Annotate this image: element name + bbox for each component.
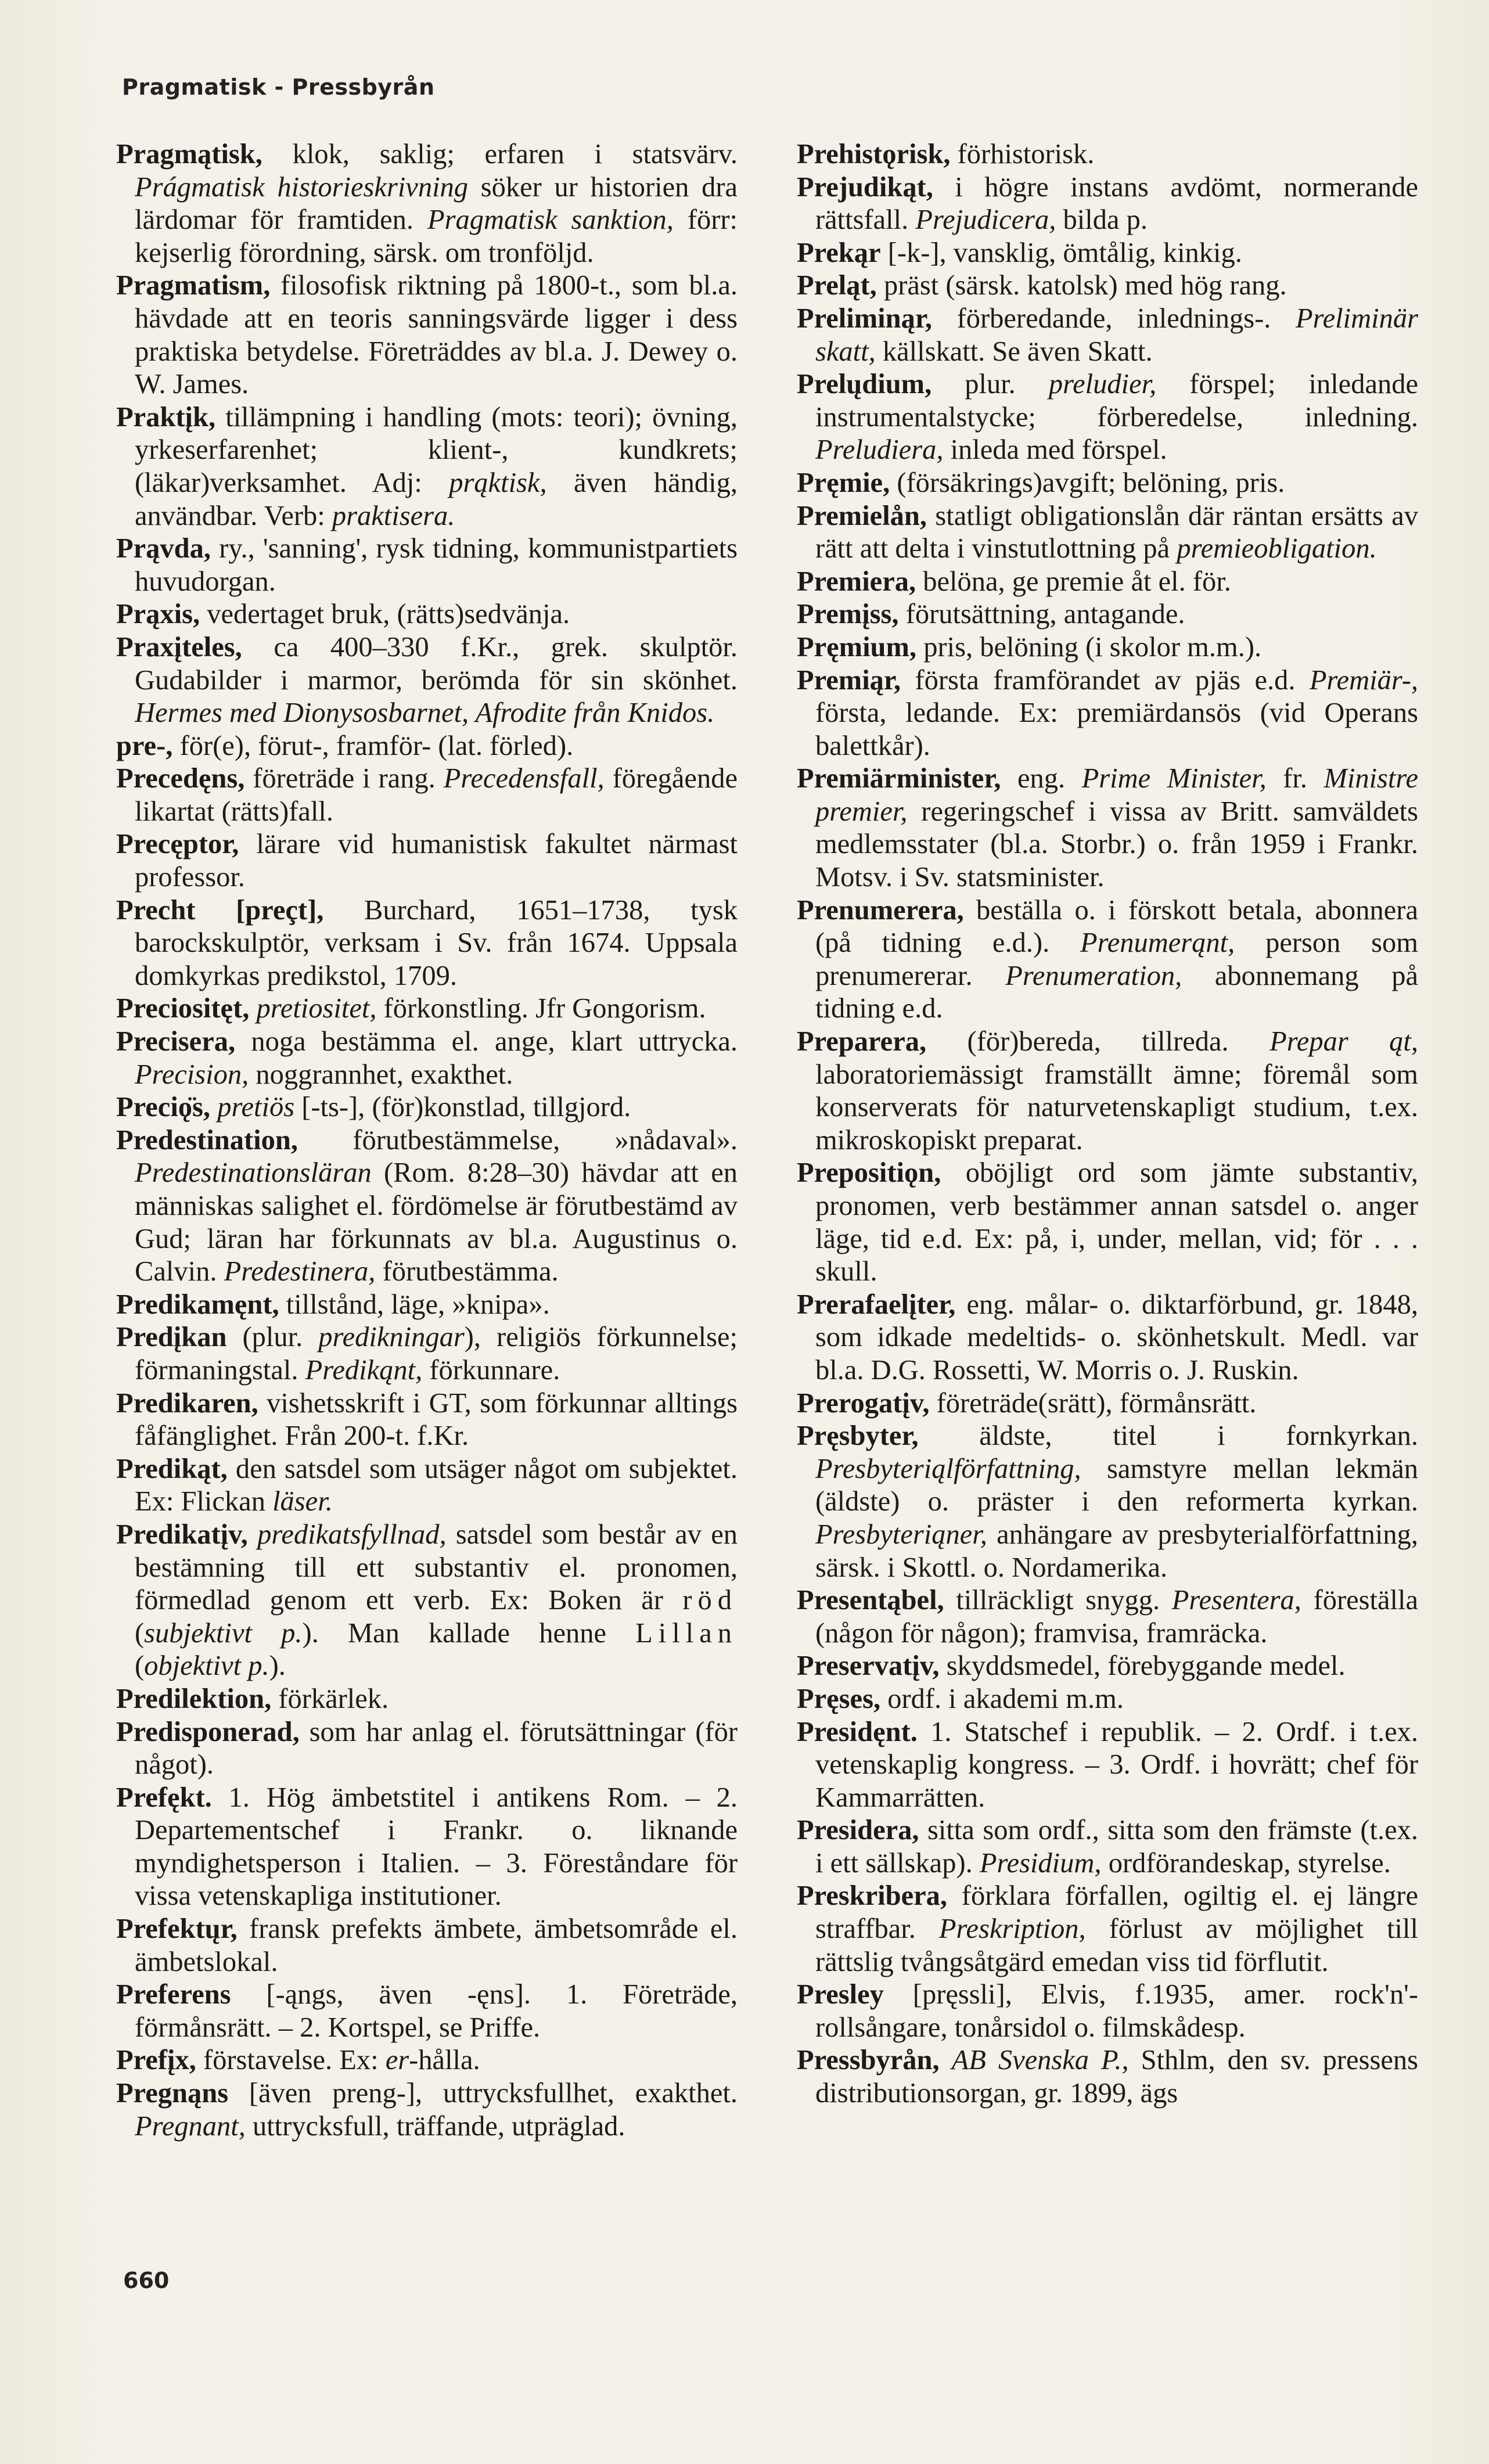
entry-text: ordf. i akademi m.m.: [880, 1683, 1124, 1714]
entry-text: [210, 1092, 217, 1123]
headword: Prepositiǫn,: [797, 1157, 941, 1189]
dictionary-entry: [116, 1124, 738, 1289]
entry-text: förhistorisk.: [950, 139, 1095, 170]
running-head: Pragmatisk - Pressbyrån: [122, 74, 435, 100]
headword: Praktįk,: [116, 401, 216, 433]
entry-italic: objektivt p.: [144, 1650, 269, 1682]
entry-text: lärare vid humanistisk fakultet närmast professor.: [135, 829, 738, 893]
entry-italic: Predikąnt,: [305, 1354, 423, 1386]
headword: Prerafaelįter,: [797, 1289, 956, 1320]
entry-text: skyddsmedel, förebyggande medel.: [939, 1650, 1346, 1682]
headword: Precedęns,: [116, 763, 245, 794]
headword: Pręmium,: [797, 631, 917, 663]
entry-text: [även preng-], uttrycksfullhet, exakthet.: [228, 2078, 738, 2109]
entry-italic: Preliminär skatt,: [815, 303, 1418, 367]
dictionary-entry: [116, 1979, 738, 2044]
dictionary-entry: [116, 1091, 738, 1124]
entry-italic: preludier,: [1048, 369, 1157, 400]
entry-text: satsdel som består av en bestämning till ett substantiv el. pronomen, förmedlad genom ett verb. Ex: Boken är: [135, 1519, 738, 1616]
dictionary-entry: [797, 467, 1418, 500]
entry-text: eng.: [1001, 763, 1082, 794]
entry-italic: Prime Minister,: [1081, 763, 1267, 794]
dictionary-entry: [797, 631, 1418, 664]
headword: Prąvda,: [116, 533, 211, 564]
dictionary-entry: [116, 2077, 738, 2143]
headword: Preliminąr,: [797, 303, 933, 334]
dictionary-entry: [797, 894, 1418, 1026]
entry-text: (försäkrings)avgift; belöning, pris.: [890, 467, 1285, 498]
dictionary-entry: [797, 500, 1418, 566]
dictionary-entry: [116, 762, 738, 828]
dictionary-entry: [116, 1321, 738, 1387]
entry-text: tillämpning i handling (mots: teori); övning, yrkeserfarenhet; klient-, kundkrets; (läkar)verksamhet. Adj:: [135, 401, 738, 498]
entry-italic: predikatsfyllnad,: [257, 1519, 447, 1550]
entry-italic: Prenumeration,: [1005, 960, 1182, 991]
entry-text: [pręssli], Elvis, f.1935, amer. rock'n'-rollsångare, tonårsidol o. filmskådesp.: [815, 1979, 1418, 2043]
headword: pre-,: [116, 730, 173, 761]
entry-text: fransk prefekts ämbete, ämbetsområde el. ämbetslokal.: [135, 1913, 738, 1977]
entry-text: [249, 993, 256, 1024]
headword: Preciositęt,: [116, 993, 250, 1024]
dictionary-entry: [797, 664, 1418, 763]
entry-text: källskatt. Se även Skatt.: [875, 336, 1153, 367]
headword: Predįkan: [116, 1322, 227, 1353]
entry-text: tillstånd, läge, »knipa».: [279, 1289, 550, 1320]
entry-italic: pretiös: [217, 1092, 295, 1123]
entry-text: första framförandet av pjäs e.d.: [901, 664, 1310, 696]
entry-text: (plur.: [226, 1322, 319, 1353]
entry-italic: Predestinera,: [224, 1256, 376, 1287]
entry-text: beställa o. i förskott betala, abonnera (på tidning e.d.).: [815, 894, 1418, 959]
entry-text: ordförandeskap, styrelse.: [1101, 1847, 1391, 1879]
entry-text: (Rom. 8:28–30) hävdar att en människas salighet el. fördömelse är förutbestämd av Gud; läran har förkunnats av bl.a. Augustinus o. Calvin.: [135, 1157, 738, 1287]
entry-text: förlust av möjlighet till rättslig tvångsåtgärd emedan viss tid förflutit.: [815, 1913, 1418, 1977]
entry-text: inleda med förspel.: [943, 434, 1167, 466]
entry-text: som har anlag el. förutsättningar (för något).: [135, 1716, 738, 1780]
dictionary-entry: [116, 828, 738, 894]
dictionary-entry: [797, 1880, 1418, 1979]
dictionary-entry: [797, 1650, 1418, 1683]
headword: Preciǫ̈s,: [116, 1092, 211, 1123]
headword: Predisponerad,: [116, 1716, 300, 1747]
entry-spaced: röd: [682, 1585, 738, 1616]
dictionary-entry: [797, 269, 1418, 303]
entry-text: förberedande, inlednings-.: [932, 303, 1296, 334]
entry-text: vedertaget bruk, (rätts)sedvänja.: [200, 599, 570, 630]
headword: Preferens: [116, 1979, 231, 2010]
headword: Preskribera,: [797, 1880, 948, 1912]
headword: Preląt,: [797, 270, 877, 301]
entry-text: förutbestämmelse, »nådaval».: [298, 1124, 738, 1156]
entry-text: söker ur historien dra lärdomar för framtiden.: [135, 171, 738, 236]
headword: Prejudikąt,: [797, 171, 933, 203]
dictionary-entry: [116, 992, 738, 1026]
headword: Premįss,: [797, 599, 899, 630]
entry-italic: Pregnant,: [135, 2110, 246, 2142]
dictionary-entry: [797, 303, 1418, 368]
headword: Predikamęnt,: [116, 1289, 279, 1320]
entry-italic: Preludiera,: [815, 434, 944, 466]
entry-text: förutbestämma.: [375, 1256, 559, 1287]
dictionary-entry: [797, 1026, 1418, 1157]
headword: Predikatįv,: [116, 1519, 248, 1550]
entry-text: abonnemang på tidning e.d.: [815, 960, 1418, 1024]
entry-text: [195, 895, 236, 926]
entry-italic: Presidium,: [979, 1847, 1102, 1879]
entry-text: företräde(srätt), förmånsrätt.: [929, 1387, 1257, 1419]
entry-text: [248, 1519, 257, 1550]
dictionary-entry: [797, 1420, 1418, 1584]
headword: Premielån,: [797, 500, 927, 531]
headword: Premiärminister,: [797, 763, 1001, 794]
dictionary-entry: [116, 1026, 738, 1091]
dictionary-entry: [116, 1716, 738, 1782]
entry-text: fr.: [1266, 763, 1324, 794]
entry-text: präst (särsk. katolsk) med hög rang.: [876, 270, 1287, 301]
entry-text: den satsdel som utsäger något om subjektet. Ex: Flickan: [135, 1453, 738, 1517]
entry-text: för(e), förut-, framför- (lat. förled).: [172, 730, 574, 761]
headword: Prefękt.: [116, 1782, 212, 1813]
headword: Pręses,: [797, 1683, 881, 1714]
dictionary-entry: [116, 1387, 738, 1453]
entry-text: [-k-], vansklig, ömtålig, kinkig.: [880, 237, 1242, 268]
dictionary-entry: [116, 1453, 738, 1519]
entry-text: samstyre mellan lekmän (äldste) o. präster i den reformerta kyrkan.: [815, 1453, 1418, 1517]
dictionary-entry: [797, 138, 1418, 171]
headword: Prehistǫrisk,: [797, 139, 951, 170]
entry-text: föregående likartat (rätts)fall.: [135, 763, 738, 827]
headword: Pręmie,: [797, 467, 890, 498]
headword: Precht: [116, 894, 196, 926]
entry-text: äldste, titel i fornkyrkan.: [918, 1420, 1418, 1452]
entry-text: filosofisk riktning på 1800-t., som bl.a. hävdade att en teoris sanningsvärde ligger i dess praktiska betydelse. Företräddes av bl.a. J. Dewey o. W. James.: [135, 270, 738, 400]
dictionary-entry: [116, 533, 738, 598]
entry-italic: Prepar ąt,: [1269, 1026, 1418, 1057]
entry-italic: Pragmatisk sanktion,: [427, 204, 674, 236]
dictionary-entry: [797, 1157, 1418, 1288]
entry-text: ca 400–330 f.Kr., grek. skulptör. Gudabilder i marmor, berömda för sin skönhet.: [135, 631, 738, 696]
headword: Prerogatįv,: [797, 1387, 930, 1419]
entry-italic: Presbyteriąner,: [815, 1519, 987, 1550]
dictionary-entry: [116, 401, 738, 533]
entry-text: oböjligt ord som jämte substantiv, pronomen, verb bestämmer annan satsdel o. anger läge, tid e.d. Ex: på, i, under, mellan, vid; för . . . skull.: [815, 1157, 1418, 1287]
entry-text: i högre instans avdömt, normerande rättsfall.: [815, 171, 1418, 236]
dictionary-entry: [116, 1519, 738, 1683]
headword: Predikaren,: [116, 1387, 258, 1419]
entry-text: tillräckligt snygg.: [944, 1585, 1172, 1616]
dictionary-entry: [797, 171, 1418, 237]
entry-text: förkunnare.: [422, 1354, 560, 1386]
entry-text: ry., 'sanning', rysk tidning, kommunistpartiets huvudorgan.: [135, 533, 738, 597]
headword: Pragmatism,: [116, 270, 271, 301]
dictionary-entry: [116, 1913, 738, 1979]
entry-text: [-ts-], (för)konstlad, tillgjord.: [294, 1092, 631, 1123]
entry-italic: Preskription,: [938, 1913, 1086, 1945]
entry-italic: Presentera,: [1171, 1585, 1301, 1616]
entry-italic: AB Svenska P.,: [951, 2045, 1129, 2076]
entry-italic: Precision,: [135, 1059, 249, 1090]
entry-text: sitta som ordf., sitta som den främste (t.ex. i ett sällskap).: [815, 1815, 1418, 1879]
entry-text: förkonstling. Jfr Gongorism.: [376, 993, 706, 1024]
entry-text: [940, 2045, 952, 2075]
left-column: [116, 138, 738, 2143]
entry-text: ), religiös förkunnelse; förmaningstal.: [135, 1322, 738, 1386]
entry-text: förkärlek.: [271, 1683, 389, 1714]
entry-text: (: [135, 1617, 145, 1649]
headword: Pressbyrån,: [797, 2045, 940, 2076]
dictionary-entry: [116, 730, 738, 763]
entry-text: laboratoriemässigt framställt ämne; föremål som konserverats för naturvetenskapligt studium, t.ex. mikroskopiskt preparat.: [815, 1059, 1418, 1156]
dictionary-entry: [797, 237, 1418, 270]
headword: Presentąbel,: [797, 1585, 944, 1616]
headword: Precęptor,: [116, 829, 239, 860]
entry-text: eng. målar- o. diktarförbund, gr. 1848, som idkade medeltids- o. skönhetskult. Medl. var bl.a. D.G. Rossetti, W. Morris o. J. Ruskin.: [815, 1289, 1418, 1386]
entry-italic: Prágmatisk historieskrivning: [135, 171, 469, 203]
headword: Preparera,: [797, 1026, 927, 1057]
dictionary-entry: [116, 269, 738, 401]
dictionary-entry: [797, 1979, 1418, 2044]
headword: Praxįteles,: [116, 631, 242, 663]
entry-text: [-ąngs, även -ęns]. 1. Företräde, förmånsrätt. – 2. Kortspel, se Priffe.: [135, 1979, 738, 2043]
entry-italic: subjektivt p.: [144, 1617, 303, 1649]
entry-text: noga bestämma el. ange, klart uttrycka.: [235, 1026, 738, 1057]
entry-text: (för)bereda, tillreda.: [926, 1026, 1270, 1057]
headword: Predilektion,: [116, 1683, 272, 1714]
headword: Presidęnt.: [797, 1716, 918, 1747]
dictionary-entry: [797, 598, 1418, 631]
entry-text: förstavelse. Ex:: [196, 2045, 386, 2076]
entry-italic: Presbyteriąlförfattning,: [815, 1453, 1081, 1484]
entry-text: vishetsskrift i GT, som förkunnar alltings fåfänglighet. Från 200-t. f.Kr.: [135, 1387, 738, 1452]
entry-italic: pretiositet,: [256, 993, 377, 1024]
headword: Prąxis,: [116, 599, 200, 630]
entry-text: belöna, ge premie åt el. för.: [916, 566, 1231, 597]
dictionary-entry: [797, 2044, 1418, 2110]
headword: Precisera,: [116, 1026, 236, 1057]
dictionary-entry: [116, 1289, 738, 1322]
headword: Prefįx,: [116, 2045, 196, 2076]
entry-text: 1. Hög ämbetstitel i antikens Rom. – 2. Departementschef i Frankr. o. liknande myndighetsperson i Italien. – 3. Föreståndare för vissa vetenskapliga institutioner.: [135, 1782, 738, 1912]
headword: Prekąr: [797, 237, 881, 268]
dictionary-entry: [797, 1814, 1418, 1880]
entry-italic: läser.: [272, 1486, 333, 1517]
entry-text: ).: [269, 1650, 286, 1682]
entry-bold: [preçt],: [236, 894, 324, 926]
dictionary-entry: [116, 598, 738, 631]
entry-italic: premieobligation.: [1177, 533, 1377, 564]
entry-text: (: [135, 1650, 145, 1682]
entry-italic: er: [385, 2045, 409, 2076]
headword: Preservatįv,: [797, 1650, 940, 1682]
dictionary-entry: [797, 1683, 1418, 1716]
entry-italic: Predestinationsläran: [135, 1157, 372, 1189]
headword: Pręsbyter,: [797, 1420, 919, 1452]
dictionary-entry: [797, 368, 1418, 467]
entry-text: pris, belöning (i skolor m.m.).: [916, 631, 1262, 663]
headword: Premiera,: [797, 566, 916, 597]
dictionary-entry: [116, 2044, 738, 2077]
entry-text: -hålla.: [409, 2045, 480, 2076]
entry-text: förutsättning, antagande.: [898, 599, 1185, 630]
dictionary-entry: [116, 138, 738, 269]
entry-italic: prąktisk,: [449, 467, 547, 498]
entry-italic: Premiär-,: [1309, 664, 1418, 696]
entry-text: första, ledande. Ex: premiärdansös (vid Operans balettkår).: [815, 697, 1418, 761]
entry-text: regeringschef i vissa av Britt. samväldets medlemsstater (bl.a. Storbr.) o. från 1959 i Frankr. Motsv. i Sv. statsminister.: [815, 796, 1418, 893]
dictionary-entry: [797, 566, 1418, 599]
entry-text: föreställa (någon för någon); framvisa, framräcka.: [815, 1585, 1418, 1649]
dictionary-entry: [797, 1387, 1418, 1420]
entry-text: ). Man kallade henne: [302, 1617, 636, 1649]
entry-text: klok, saklig; erfaren i statsvärv.: [262, 139, 738, 170]
entry-text: även händig, användbar. Verb:: [135, 467, 738, 531]
entry-italic: predikningar: [318, 1322, 465, 1353]
headword: Pregnąns: [116, 2078, 229, 2109]
entry-text: Burchard, 1651–1738, tysk barockskulptör, verksam i Sv. från 1674. Uppsala domkyrkas predikstol, 1709.: [135, 894, 738, 991]
entry-text: 1. Statschef i republik. – 2. Ordf. i t.ex. vetenskaplig kongress. – 3. Ordf. i hovrätt; chef för Kammarrätten.: [815, 1716, 1418, 1813]
right-column: [797, 138, 1418, 2110]
headword: Presidera,: [797, 1815, 919, 1846]
page-number: 660: [123, 2268, 170, 2293]
dictionary-entry: [797, 762, 1418, 894]
headword: Prelųdium,: [797, 369, 932, 400]
headword: Prefektųr,: [116, 1913, 238, 1945]
entry-text: bilda p.: [1056, 204, 1148, 236]
headword: Premiąr,: [797, 664, 901, 696]
entry-text: noggrannhet, exakthet.: [249, 1059, 513, 1090]
entry-spaced: Lillan: [635, 1617, 738, 1649]
entry-text: anhängare av presbyterialförfattning, särsk. i Skottl. o. Nordamerika.: [815, 1519, 1418, 1583]
headword: Predikąt,: [116, 1453, 228, 1484]
entry-italic: Prenumerąnt,: [1080, 927, 1235, 959]
dictionary-entry: [797, 1584, 1418, 1650]
entry-text: förklara förfallen, ogiltig el. ej längre straffbar.: [815, 1880, 1418, 1945]
dictionary-entry: [797, 1289, 1418, 1387]
dictionary-entry: [116, 1683, 738, 1716]
entry-text: uttrycksfull, träffande, utpräglad.: [245, 2110, 625, 2142]
entry-italic: Ministre premier,: [815, 763, 1418, 827]
entry-text: företräde i rang.: [244, 763, 444, 794]
entry-italic: praktisera.: [332, 500, 455, 531]
dictionary-entry: [116, 894, 738, 993]
entry-text: plur.: [931, 369, 1049, 400]
headword: Pragmątisk,: [116, 139, 262, 170]
dictionary-entry: [116, 631, 738, 730]
entry-text: förr: kejserlig förordning, särsk. om tronföljd.: [135, 204, 738, 268]
entry-text: statligt obligationslån där räntan ersätts av rätt att delta i vinstutlottning på: [815, 500, 1418, 564]
entry-italic: Prejudicera,: [915, 204, 1056, 236]
headword: Predestination,: [116, 1124, 298, 1156]
entry-italic: Hermes med Dionysosbarnet, Afrodite från Knidos.: [135, 697, 715, 729]
entry-text: person som prenumererar.: [815, 927, 1419, 991]
headword: Prenumerera,: [797, 894, 964, 926]
entry-text: förspel; inledande instrumentalstycke; förberedelse, inledning.: [815, 369, 1419, 433]
entry-text: Sthlm, den sv. pressens distributionsorgan, gr. 1899, ägs: [815, 2045, 1418, 2109]
dictionary-entry: [116, 1782, 738, 1913]
headword: Presley: [797, 1979, 884, 2010]
entry-italic: Precedensfall,: [443, 763, 605, 794]
dictionary-entry: [797, 1716, 1418, 1815]
